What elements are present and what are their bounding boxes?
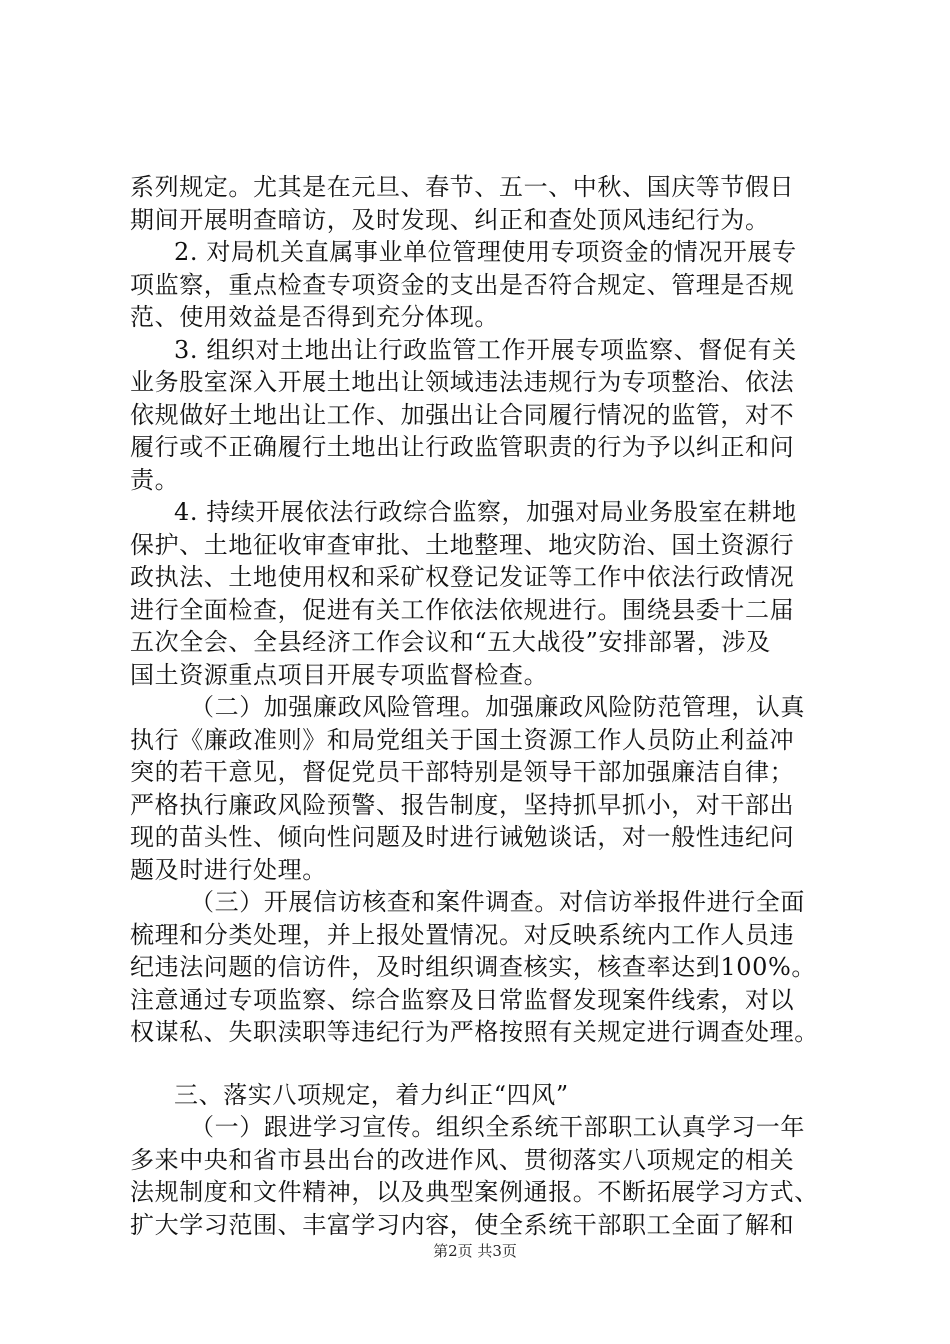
text-line: 业务股室深入开展土地出让领域违法违规行为专项整治、依法 (130, 368, 795, 396)
document-body (130, 171, 835, 1241)
paragraph-petition-check (130, 886, 835, 1049)
text-line: 范、使用效益是否得到充分体现。 (130, 303, 499, 331)
text-line: 3. 组织对土地出让行政监管工作开展专项监察、督促有关 (174, 335, 797, 364)
text-line: 依规做好土地出让工作、加强出让合同履行情况的监管，对不 (130, 400, 795, 429)
text-line: 纪违法问题的信访件，及时组织调查核实，核查率达到100%。 (130, 953, 817, 981)
text-line: 国土资源重点项目开展专项监督检查。 (130, 660, 549, 689)
text-line: 保护、土地征收审查审批、土地整理、地灾防治、国土资源行 (130, 530, 795, 559)
paragraph-item-3 (130, 334, 835, 497)
text-line: 多来中央和省市县出台的改进作风、贯彻落实八项规定的相关 (130, 1145, 795, 1174)
text-line: 4. 持续开展依法行政综合监察，加强对局业务股室在耕地 (174, 498, 797, 526)
text-line: 履行或不正确履行土地出让行政监管职责的行为予以纠正和问 (130, 433, 795, 461)
text-line: 法规制度和文件精神，以及典型案例通报。不断拓展学习方式、 (130, 1178, 819, 1206)
paragraph-risk-management (130, 691, 835, 886)
section-spacer (130, 1049, 835, 1079)
text-line: 突的若干意见，督促党员干部特别是领导干部加强廉洁自律； (130, 758, 795, 786)
text-line: 责。 (130, 465, 180, 494)
section-heading: 三、落实八项规定，着力纠正“四风” (174, 1080, 569, 1109)
text-line: （一）跟进学习宣传。组织全系统干部职工认真学习一年 (190, 1113, 805, 1141)
paragraph-item-2 (130, 236, 835, 334)
paragraph-study-publicity (130, 1111, 835, 1241)
text-line: 2. 对局机关直属事业单位管理使用专项资金的情况开展专 (174, 238, 797, 266)
text-line: 现的苗头性、倾向性问题及时进行诫勉谈话，对一般性违纪问 (130, 823, 795, 851)
paragraph-continuation (130, 171, 835, 236)
text-line: （三）开展信访核查和案件调查。对信访举报件进行全面 (190, 888, 805, 916)
text-line: 题及时进行处理。 (130, 855, 327, 884)
text-line: 扩大学习范围、丰富学习内容，使全系统干部职工全面了解和 (130, 1210, 795, 1239)
text-line: 执行《廉政准则》和局党组关于国土资源工作人员防止利益冲 (130, 725, 795, 754)
text-line: 注意通过专项监察、综合监察及日常监督发现案件线索，对以 (130, 985, 795, 1014)
text-line: 政执法、土地使用权和采矿权登记发证等工作中依法行政情况 (130, 563, 795, 591)
text-line: 梳理和分类处理，并上报处置情况。对反映系统内工作人员违 (130, 920, 795, 949)
text-line: 进行全面检查，促进有关工作依法依规进行。围绕县委十二届 (130, 595, 795, 624)
text-line: 期间开展明查暗访，及时发现、纠正和查处顶风违纪行为。 (130, 205, 770, 234)
text-line: 五次全会、全县经济工作会议和“五大战役”安排部署，涉及 (130, 628, 771, 656)
text-line: 权谋私、失职渎职等违纪行为严格按照有关规定进行调查处理。 (130, 1018, 819, 1046)
text-line: 系列规定。尤其是在元旦、春节、五一、中秋、国庆等节假日 (130, 173, 795, 201)
text-line: 严格执行廉政风险预警、报告制度，坚持抓早抓小，对干部出 (130, 790, 795, 819)
paragraph-item-4 (130, 496, 835, 691)
text-line: （二）加强廉政风险管理。加强廉政风险防范管理，认真 (190, 693, 805, 721)
page-number: 第2页 共3页 (433, 1242, 517, 1260)
text-line: 项监察，重点检查专项资金的支出是否符合规定、管理是否规 (130, 270, 795, 299)
